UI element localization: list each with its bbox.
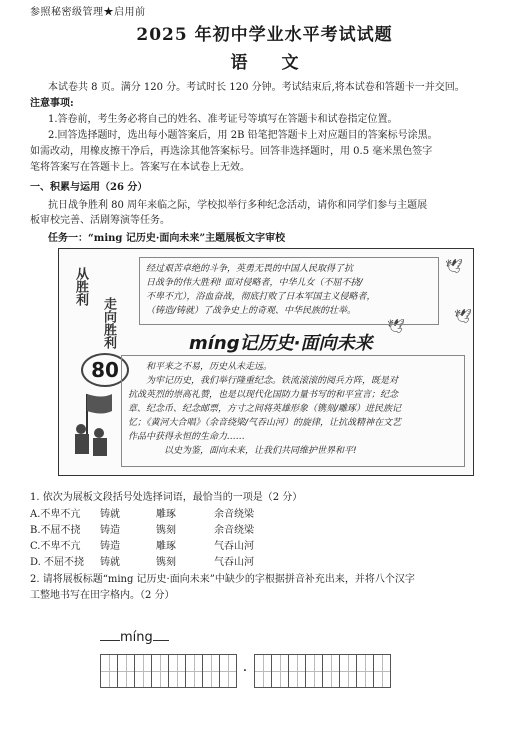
poster-side-label-left: 从胜利 — [73, 267, 88, 306]
poster-text-line: 章、纪念币、纪念邮票，方寸之间将英雄形象（镌刻/雕琢）进民族记 — [128, 404, 402, 414]
tianzige-cell[interactable] — [339, 654, 357, 688]
question-1-option-a[interactable]: A.不卑不亢 铸就 雕琢 余音绕梁 — [30, 509, 254, 520]
tianzige-cell[interactable] — [271, 654, 289, 688]
exhibition-poster — [58, 248, 474, 476]
question-1-option-d[interactable]: D. 不屈不挠 铸就 镌刻 气吞山河 — [30, 557, 254, 568]
section-heading: 一、积累与运用（26 分） — [30, 182, 148, 193]
tianzige-cell[interactable] — [168, 654, 186, 688]
tianzige-cell[interactable] — [202, 654, 220, 688]
intro-line: 本试卷共 8 页。满分 120 分。考试时长 120 分钟。考试结束后,将本试卷和答题卡一并交回。 — [48, 82, 465, 93]
tianzige-cell[interactable] — [322, 654, 340, 688]
poster-text-line: 以史为鉴，面向未来，让我们共同维护世界和平! — [164, 446, 357, 456]
title-separator-dot: · — [242, 663, 248, 679]
notice-item-2-cont2: 笔将答案写在答题卡上。答案写在本试卷上无效。 — [30, 162, 250, 173]
tianzige-cell[interactable] — [373, 654, 391, 688]
notice-item-2-cont: 如需改动，用橡皮擦干净后，再选涂其他答案标号。回答非选择题时，用 0.5 毫米黑色签字 — [30, 146, 433, 157]
tianzige-cell[interactable] — [356, 654, 374, 688]
poster-text-line: 为牢记历史，我们举行隆重纪念。铁流滚滚的阅兵方阵，既是对 — [146, 376, 399, 386]
poster-text-line: 忆；《黄河大合唱》（余音绕梁/气吞山河）的旋律，让抗战精神在文艺 — [128, 418, 402, 428]
tianzige-cell[interactable] — [151, 654, 169, 688]
exam-title: 2025 年初中学业水平考试试题 — [136, 25, 393, 45]
tianzige-cell[interactable] — [288, 654, 306, 688]
dove-icon: 🕊 — [445, 259, 463, 275]
dove-icon: 🕊 — [387, 319, 405, 335]
poster-text-line: 经过艰苦卓绝的斗争，英勇无畏的中国人民取得了抗 — [146, 264, 354, 274]
poster-text-line: 日战争的伟大胜利! 面对侵略者，中华儿女（不屈不挠/ — [146, 278, 363, 288]
question-2-stem-cont: 工整地书写在田字格内。（2 分） — [30, 590, 175, 601]
tianzige-cell[interactable] — [305, 654, 323, 688]
dove-icon: 🕊 — [454, 309, 472, 325]
notice-heading: 注意事项: — [30, 98, 74, 109]
task1-heading: 任务一：“ming 记历史·面向未来”主题展板文字审校 — [48, 233, 286, 244]
tianzige-cell[interactable] — [117, 654, 135, 688]
question-1-stem: 1. 依次为展板文段括号处选择词语，最恰当的一项是（2 分） — [30, 492, 303, 503]
section-desc-cont: 板审校完善、活剧筹演等任务。 — [30, 215, 170, 226]
tianzige-cell[interactable] — [219, 654, 237, 688]
tianzige-cell[interactable] — [185, 654, 203, 688]
notice-item-1: 1.答卷前，考生务必将自己的姓名、准考证号等填写在答题卡和试卷指定位置。 — [48, 114, 398, 125]
question-1-option-b[interactable]: B.不屈不挠 铸造 镌刻 余音绕梁 — [30, 525, 254, 536]
tianzige-cell[interactable] — [254, 654, 272, 688]
anniversary-80-badge: 80 — [81, 353, 129, 387]
poster-bottom-textbox — [121, 355, 465, 467]
poster-text-line: 不卑不亢），浴血奋战，彻底打败了日本军国主义侵略者， — [146, 292, 376, 302]
question-2-stem: 2. 请将展板标题“ming 记历史·面向未来”中缺少的字根据拼音补充出来，并将八个汉字 — [30, 574, 415, 585]
notice-item-2: 2.回答选择题时，选出每小题答案后，用 2B 铅笔把答题卡上对应题目的答案标号涂黑。 — [48, 130, 438, 141]
soldiers-flag-illustration — [67, 389, 117, 459]
secret-level-label: 参照秘密级管理★启用前 — [30, 7, 146, 18]
question-1-option-c[interactable]: C.不卑不亢 铸造 雕琢 气吞山河 — [30, 541, 254, 552]
poster-text-line: 作品中获得永恒的生命力…… — [128, 432, 246, 442]
tianzige-cell[interactable] — [134, 654, 152, 688]
tianzige-cell[interactable] — [100, 654, 118, 688]
poster-text-line: 和平来之不易，历史从未走远。 — [146, 362, 273, 372]
poster-text-line: （铸造/铸就）了战争史上的奇观、中华民族的壮举。 — [146, 306, 357, 316]
pinyin-label: míng — [100, 630, 169, 645]
poster-side-label-right: 走向胜利 — [101, 297, 116, 349]
poster-top-textbox — [139, 257, 439, 325]
poster-banner-title: míng记历史·面向未来 — [189, 333, 373, 354]
answer-grid — [100, 654, 390, 688]
subject-title: 语文 — [230, 53, 333, 73]
section-desc: 抗日战争胜利 80 周年来临之际，学校拟举行多种纪念活动，请你和同学们参与主题展 — [48, 200, 428, 211]
poster-text-line: 抗战英烈的崇高礼赞，也是以现代化国防力量书写的和平宣言；纪念 — [128, 390, 399, 400]
